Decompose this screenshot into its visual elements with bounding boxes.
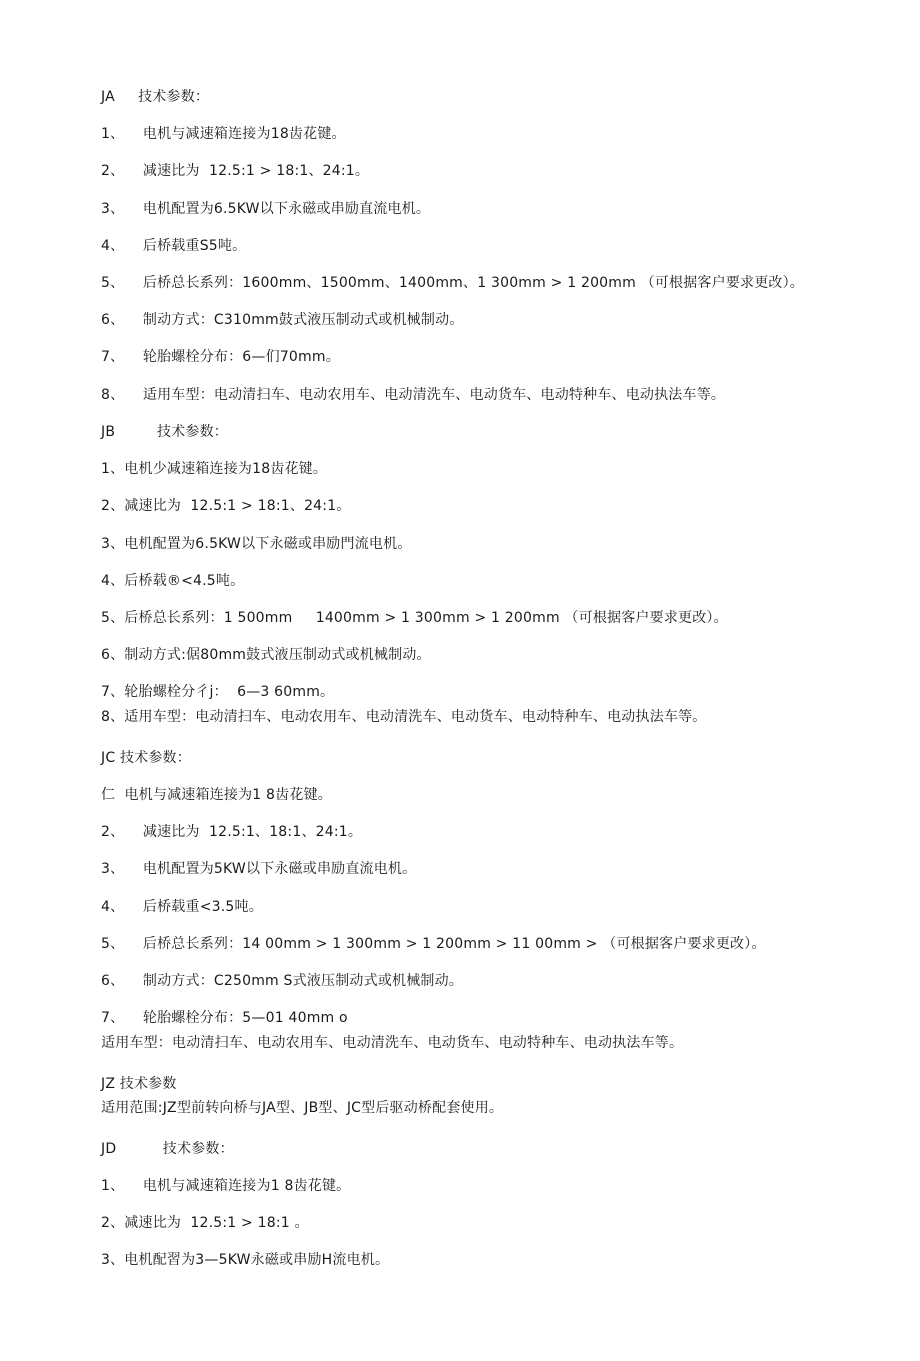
jb-heading: JB 技术参数：: [101, 424, 228, 440]
jc-item-7: 7、 轮胎螺栓分布：5—01 40mm o: [101, 1010, 348, 1026]
jc-item-3: 3、 电机配置为5KW以下永磁或串励直流电机。: [101, 861, 417, 877]
jc-item-1: 仁 电机与减速箱连接为1 8齿花键。: [101, 787, 332, 803]
jb-item-8: 8、适用车型：电动清扫车、电动农用车、电动清洗车、电动货车、电动特种车、电动执法车等。: [101, 709, 707, 725]
ja-item-4: 4、 后桥载重S5吨。: [101, 238, 247, 254]
jc-item-5: 5、 后桥总长系列：14 00mm > 1 300mm > 1 200mm > 11 00mm > （可根据客户要求更改）。: [101, 936, 766, 952]
jc-item-8: 适用车型：电动清扫车、电动农用车、电动清洗车、电动货车、电动特种车、电动执法车等。: [101, 1035, 684, 1051]
jd-item-1: 1、 电机与减速箱连接为1 8齿花键。: [101, 1178, 351, 1194]
jc-item-2: 2、 减速比为 12.5:1、18:1、24:1。: [101, 824, 363, 840]
ja-item-8: 8、 适用车型：电动清扫车、电动农用车、电动清洗车、电动货车、电动特种车、电动执法车等。: [101, 387, 726, 403]
jb-item-3: 3、电机配置为6.5KW以下永磁或串励門流电机。: [101, 536, 412, 552]
jz-item-1: 适用范围:JZ型前转向桥与JA型、JB型、JC型后驱动桥配套使用。: [101, 1100, 504, 1116]
ja-item-2: 2、 减速比为 12.5:1 > 18:1、24:1。: [101, 163, 370, 179]
jb-item-5: 5、后桥总长系列：1 500mm 1400mm > 1 300mm > 1 200mm （可根据客户要求更改）。: [101, 610, 728, 626]
ja-item-7: 7、 轮胎螺栓分布：6—们70mm。: [101, 349, 340, 365]
ja-item-6: 6、 制动方式：C310mm鼓式液压制动式或机械制动。: [101, 312, 464, 328]
jc-item-4: 4、 后桥载重<3.5吨。: [101, 899, 263, 915]
jz-heading: JZ 技术参数: [101, 1076, 177, 1092]
ja-item-5: 5、 后桥总长系列：1600mm、1500mm、1400mm、1 300mm > 1 200mm （可根据客户要求更改）。: [101, 275, 805, 291]
ja-heading: JA 技术参数：: [101, 89, 210, 105]
jb-item-6: 6、制动方式:倨80mm鼓式液压制动式或机械制动。: [101, 647, 431, 663]
jd-item-3: 3、电机配習为3—5KW永磁或串励H流电机。: [101, 1252, 390, 1268]
jc-heading: JC 技术参数：: [101, 750, 191, 766]
ja-item-3: 3、 电机配置为6.5KW以下永磁或串励直流电机。: [101, 201, 431, 217]
jd-item-2: 2、减速比为 12.5:1 > 18:1 。: [101, 1215, 309, 1231]
jc-item-6: 6、 制动方式：C250mm S式液压制动式或机械制动。: [101, 973, 464, 989]
jb-item-4: 4、后桥载®<4.5吨。: [101, 573, 245, 589]
jb-item-1: 1、电机少减速箱连接为18齿花键。: [101, 461, 328, 477]
jb-item-2: 2、减速比为 12.5:1 > 18:1、24:1。: [101, 498, 351, 514]
jb-item-7: 7、轮胎螺栓分彳j： 6—3 60mm。: [101, 684, 335, 700]
jd-heading: JD 技术参数：: [101, 1141, 234, 1157]
ja-item-1: 1、 电机与减速箱连接为18齿花键。: [101, 126, 346, 142]
